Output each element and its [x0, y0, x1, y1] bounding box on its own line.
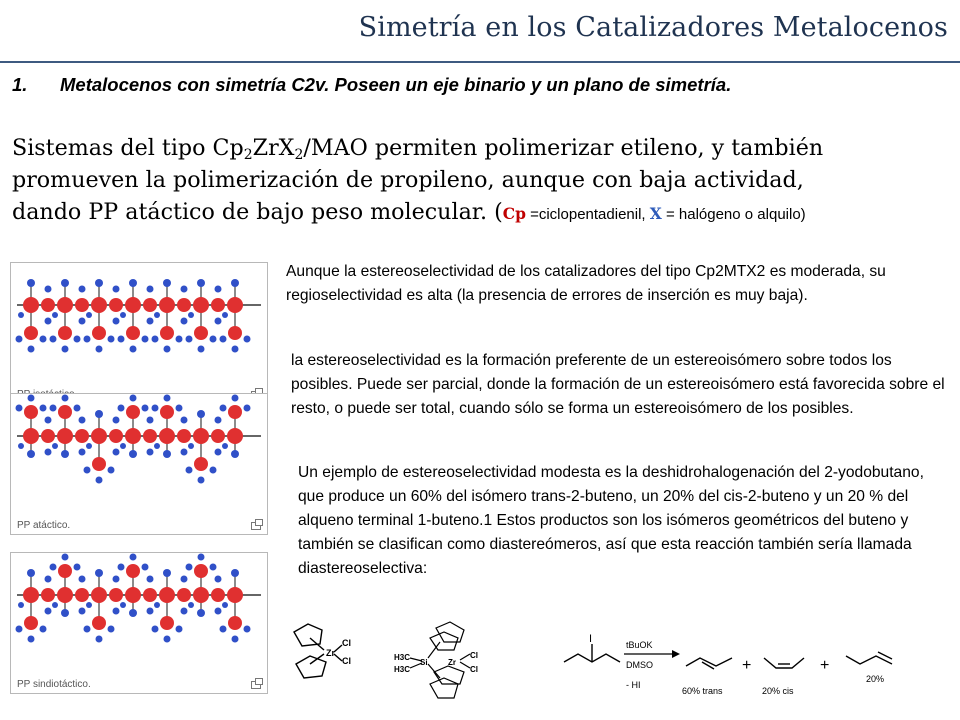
intro-paragraph — [12, 132, 952, 231]
hydrogen-atom — [176, 336, 183, 343]
carbon-atom — [227, 428, 243, 444]
hydrogen-atom — [181, 608, 188, 615]
hydrogen-atom — [130, 395, 137, 402]
hydrogen-atom — [40, 336, 47, 343]
hydrogen-atom — [142, 564, 149, 571]
isotactic-panel — [10, 262, 268, 404]
hydrogen-atom — [210, 336, 217, 343]
hydrogen-atom — [113, 608, 120, 615]
carbon-atom — [41, 298, 55, 312]
hydrogen-atom — [108, 336, 115, 343]
hydrogen-atom — [130, 554, 137, 561]
carbon-atom — [228, 616, 242, 630]
cp-symbol: Cp — [502, 204, 526, 223]
hydrogen-atom — [164, 346, 171, 353]
carbon-atom — [125, 297, 141, 313]
intro-text-1b: ZrX — [252, 135, 295, 161]
hydrogen-atom — [129, 609, 137, 617]
intro-text-3: dando PP atáctico de bajo peso molecular. ( — [12, 199, 503, 225]
isotactic-molecule — [11, 263, 267, 403]
hydrogen-atom — [45, 449, 52, 456]
hydrogen-atom — [61, 609, 69, 617]
hydrogen-atom — [79, 286, 86, 293]
hydrogen-atom — [129, 279, 137, 287]
carbon-atom — [143, 588, 157, 602]
hydrogen-atom — [198, 554, 205, 561]
carbon-atom — [41, 429, 55, 443]
carbon-atom — [92, 616, 106, 630]
hydrogen-atom — [244, 405, 251, 412]
hydrogen-atom — [188, 312, 194, 318]
hydrogen-atom — [95, 569, 103, 577]
carbon-atom — [143, 298, 157, 312]
carbon-atom — [177, 429, 191, 443]
carbon-atom — [23, 297, 39, 313]
hydrogen-atom — [198, 477, 205, 484]
carbon-atom — [75, 298, 89, 312]
chloride-label: Cl — [342, 656, 351, 666]
reaction-scheme — [280, 612, 950, 716]
hydrogen-atom — [45, 286, 52, 293]
hydrogen-atom — [147, 417, 154, 424]
metal-label: Zr — [326, 648, 335, 658]
hydrogen-atom — [164, 395, 171, 402]
carbon-atom — [211, 588, 225, 602]
hydrogen-atom — [220, 626, 227, 633]
metallocene-structure-2 — [410, 622, 470, 698]
hydrogen-atom — [181, 417, 188, 424]
metal-label: Zr — [448, 658, 456, 667]
carbon-atom — [160, 326, 174, 340]
intro-text-1a: Sistemas del tipo Cp — [12, 135, 244, 161]
hydrogen-atom — [45, 608, 52, 615]
hydrogen-atom — [96, 346, 103, 353]
example-paragraph: Un ejemplo de estereoselectividad modesta es la deshidrohalogenación del 2-yodobutano, que produce un 60% del isómero trans-2-buteno, un 20% del cis-2-buteno y un 20 % del alqueno terminal 1-buteno.1 Estos productos son los isómeros geométricos del buteno y también se clasifican como diastereómeros, así que esta reacción también sería llamada diastereoselectiva: — [298, 464, 924, 577]
numbered-point — [12, 74, 731, 96]
hydrogen-atom — [197, 410, 205, 418]
atactic-panel — [10, 393, 268, 535]
hydrogen-atom — [113, 286, 120, 293]
methyl-label: H3C — [394, 665, 411, 674]
hydrogen-atom — [61, 450, 69, 458]
hydrogen-atom — [176, 405, 183, 412]
hydrogen-atom — [232, 346, 239, 353]
silicon-label: Si — [420, 658, 428, 667]
carbon-atom — [58, 564, 72, 578]
carbon-atom — [24, 326, 38, 340]
carbon-atom — [125, 587, 141, 603]
point-number: 1. — [12, 74, 28, 95]
hydrogen-atom — [163, 569, 171, 577]
hydrogen-atom — [222, 443, 228, 449]
carbon-atom — [57, 297, 73, 313]
byproduct-label: - HI — [626, 680, 641, 690]
hydrogen-atom — [27, 569, 35, 577]
hydrogen-atom — [188, 443, 194, 449]
carbon-atom — [24, 616, 38, 630]
hydrogen-atom — [79, 417, 86, 424]
iodine-label: I — [589, 633, 593, 645]
hydrogen-atom — [118, 405, 125, 412]
hydrogen-atom — [154, 443, 160, 449]
arrow-head-icon — [672, 650, 680, 658]
methyl-label: H3C — [394, 653, 411, 662]
carbon-atom — [91, 587, 107, 603]
hydrogen-atom — [52, 312, 58, 318]
hydrogen-atom — [186, 336, 193, 343]
intro-text-1c: /MAO permiten polimerizar etileno, y también — [303, 135, 824, 161]
carbon-atom — [92, 457, 106, 471]
hydrogen-atom — [186, 467, 193, 474]
hydrogen-atom — [231, 569, 239, 577]
hydrogen-atom — [84, 467, 91, 474]
plus-sign: + — [820, 657, 830, 674]
x-symbol: X — [649, 204, 662, 223]
hydrogen-atom — [113, 318, 120, 325]
point-text: Metalocenos con simetría C2v. Poseen un eje binario y un plano de simetría. — [60, 74, 732, 95]
hydrogen-atom — [96, 636, 103, 643]
carbon-atom — [159, 297, 175, 313]
hydrogen-atom — [215, 449, 222, 456]
hydrogen-atom — [154, 602, 160, 608]
hydrogen-atom — [40, 405, 47, 412]
hydrogen-atom — [16, 626, 23, 633]
cis-label: 20% cis — [762, 686, 794, 696]
hydrogen-atom — [86, 443, 92, 449]
carbon-atom — [194, 326, 208, 340]
x-definition: = halógeno o alquilo) — [661, 206, 806, 223]
hydrogen-atom — [129, 450, 137, 458]
carbon-atom — [228, 405, 242, 419]
hydrogen-atom — [197, 609, 205, 617]
carbon-atom — [109, 588, 123, 602]
hydrogen-atom — [181, 576, 188, 583]
hydrogen-atom — [142, 405, 149, 412]
hydrogen-atom — [142, 336, 149, 343]
carbon-atom — [211, 429, 225, 443]
carbon-atom — [227, 297, 243, 313]
hydrogen-atom — [147, 608, 154, 615]
hydrogen-atom — [118, 564, 125, 571]
chloride-label: Cl — [470, 651, 478, 660]
carbon-atom — [23, 587, 39, 603]
carbon-atom — [23, 428, 39, 444]
chloride-label: Cl — [342, 638, 351, 648]
hydrogen-atom — [18, 443, 24, 449]
carbon-atom — [75, 588, 89, 602]
hydrogen-atom — [96, 477, 103, 484]
carbon-atom — [109, 429, 123, 443]
hydrogen-atom — [163, 450, 171, 458]
hydrogen-atom — [62, 346, 69, 353]
reagent-label: tBuOK — [626, 640, 653, 650]
hydrogen-atom — [28, 636, 35, 643]
enlarge-icon[interactable] — [251, 522, 261, 530]
hydrogen-atom — [152, 405, 159, 412]
hydrogen-atom — [27, 450, 35, 458]
hydrogen-atom — [232, 636, 239, 643]
hydrogen-atom — [210, 467, 217, 474]
hydrogen-atom — [222, 312, 228, 318]
hydrogen-atom — [220, 336, 227, 343]
carbon-atom — [24, 405, 38, 419]
hydrogen-atom — [118, 336, 125, 343]
carbon-atom — [57, 587, 73, 603]
hydrogen-atom — [215, 318, 222, 325]
syndiotactic-molecule — [11, 553, 267, 693]
intro-text-2: promueven la polimerización de propileno, aunque con baja actividad, — [12, 167, 804, 193]
carbon-atom — [125, 428, 141, 444]
regioselectivity-paragraph: Aunque la estereoselectividad de los catalizadores del tipo Cp2MTX2 es moderada, su regioselectividad es alta (la presencia de errores de inserción es muy baja). — [286, 263, 886, 304]
hydrogen-atom — [79, 608, 86, 615]
hydrogen-atom — [231, 279, 239, 287]
hydrogen-atom — [74, 564, 81, 571]
carbon-atom — [211, 298, 225, 312]
carbon-atom — [193, 587, 209, 603]
slide-title: Simetría en los Catalizadores Metalocenos — [358, 12, 948, 43]
cp-definition: =ciclopentadienil, — [525, 206, 650, 223]
hydrogen-atom — [84, 336, 91, 343]
hydrogen-atom — [108, 626, 115, 633]
carbon-atom — [92, 326, 106, 340]
carbon-atom — [58, 405, 72, 419]
hydrogen-atom — [108, 467, 115, 474]
hydrogen-atom — [244, 626, 251, 633]
hydrogen-atom — [45, 318, 52, 325]
hydrogen-atom — [50, 336, 57, 343]
hydrogen-atom — [181, 318, 188, 325]
hydrogen-atom — [152, 626, 159, 633]
hydrogen-atom — [163, 279, 171, 287]
hydrogen-atom — [113, 449, 120, 456]
carbon-atom — [194, 564, 208, 578]
hydrogen-atom — [215, 576, 222, 583]
plus-sign: + — [742, 657, 752, 674]
hydrogen-atom — [210, 564, 217, 571]
hydrogen-atom — [28, 395, 35, 402]
hydrogen-atom — [74, 405, 81, 412]
carbon-atom — [159, 428, 175, 444]
hydrogen-atom — [45, 576, 52, 583]
hydrogen-atom — [120, 312, 126, 318]
iodobutane — [564, 644, 620, 662]
hydrogen-atom — [147, 576, 154, 583]
hydrogen-atom — [62, 554, 69, 561]
hydrogen-atom — [220, 405, 227, 412]
carbon-atom — [109, 298, 123, 312]
syndiotactic-panel — [10, 552, 268, 694]
hydrogen-atom — [61, 279, 69, 287]
hydrogen-atom — [147, 449, 154, 456]
carbon-atom — [91, 428, 107, 444]
carbon-atom — [193, 297, 209, 313]
intro-sub-1: 2 — [243, 147, 253, 163]
stereoselectivity-definition: la estereoselectividad es la formación preferente de un estereoisómero sobre todos los posibles. Puede ser parcial, donde la formación de un estereoisómero está favorecida sobre el resto, o puede ser total, cuando sólo se forma un estereoisómero de los posibles. — [291, 352, 945, 417]
hydrogen-atom — [45, 417, 52, 424]
hydrogen-atom — [16, 405, 23, 412]
carbon-atom — [126, 326, 140, 340]
hydrogen-atom — [120, 443, 126, 449]
hydrogen-atom — [50, 405, 57, 412]
carbon-atom — [58, 326, 72, 340]
atactic-molecule — [11, 394, 267, 534]
carbon-atom — [126, 564, 140, 578]
hydrogen-atom — [95, 279, 103, 287]
hydrogen-atom — [186, 564, 193, 571]
hydrogen-atom — [52, 443, 58, 449]
hydrogen-atom — [231, 450, 239, 458]
hydrogen-atom — [79, 318, 86, 325]
hydrogen-atom — [130, 346, 137, 353]
hydrogen-atom — [79, 449, 86, 456]
carbon-atom — [159, 587, 175, 603]
panel-caption: PP sindiotáctico. — [17, 679, 91, 690]
terminal-butene — [846, 652, 892, 664]
hydrogen-atom — [113, 417, 120, 424]
panel-caption: PP atáctico. — [17, 520, 71, 531]
carbon-atom — [160, 405, 174, 419]
carbon-atom — [194, 457, 208, 471]
hydrogen-atom — [74, 336, 81, 343]
carbon-atom — [228, 326, 242, 340]
hydrogen-atom — [181, 449, 188, 456]
carbon-atom — [160, 616, 174, 630]
hydrogen-atom — [86, 312, 92, 318]
trans-butene — [686, 658, 732, 669]
hydrogen-atom — [95, 410, 103, 418]
carbon-atom — [227, 587, 243, 603]
hydrogen-atom — [18, 312, 24, 318]
enlarge-icon[interactable] — [251, 681, 261, 689]
hydrogen-atom — [197, 279, 205, 287]
carbon-atom — [91, 297, 107, 313]
hydrogen-atom — [27, 279, 35, 287]
carbon-atom — [75, 429, 89, 443]
hydrogen-atom — [62, 395, 69, 402]
hydrogen-atom — [147, 286, 154, 293]
hydrogen-atom — [84, 626, 91, 633]
hydrogen-atom — [244, 336, 251, 343]
hydrogen-atom — [181, 286, 188, 293]
hydrogen-atom — [198, 346, 205, 353]
hydrogen-atom — [52, 602, 58, 608]
cis-butene — [764, 658, 804, 668]
solvent-label: DMSO — [626, 660, 653, 670]
hydrogen-atom — [215, 417, 222, 424]
hydrogen-atom — [16, 336, 23, 343]
carbon-atom — [41, 588, 55, 602]
hydrogen-atom — [152, 336, 159, 343]
carbon-atom — [193, 428, 209, 444]
carbon-atom — [57, 428, 73, 444]
hydrogen-atom — [86, 602, 92, 608]
hydrogen-atom — [232, 395, 239, 402]
hydrogen-atom — [215, 608, 222, 615]
carbon-atom — [126, 405, 140, 419]
terminal-label: 20% — [866, 674, 885, 684]
hydrogen-atom — [154, 312, 160, 318]
intro-sub-2: 2 — [294, 147, 304, 163]
carbon-atom — [143, 429, 157, 443]
hydrogen-atom — [215, 286, 222, 293]
hydrogen-atom — [176, 626, 183, 633]
carbon-atom — [177, 298, 191, 312]
hydrogen-atom — [222, 602, 228, 608]
carbon-atom — [177, 588, 191, 602]
hydrogen-atom — [79, 576, 86, 583]
hydrogen-atom — [40, 626, 47, 633]
hydrogen-atom — [120, 602, 126, 608]
hydrogen-atom — [113, 576, 120, 583]
hydrogen-atom — [18, 602, 24, 608]
hydrogen-atom — [28, 346, 35, 353]
title-divider — [0, 61, 960, 63]
hydrogen-atom — [50, 564, 57, 571]
trans-label: 60% trans — [682, 686, 723, 696]
hydrogen-atom — [147, 318, 154, 325]
chloride-label: Cl — [470, 665, 478, 674]
hydrogen-atom — [164, 636, 171, 643]
hydrogen-atom — [188, 602, 194, 608]
